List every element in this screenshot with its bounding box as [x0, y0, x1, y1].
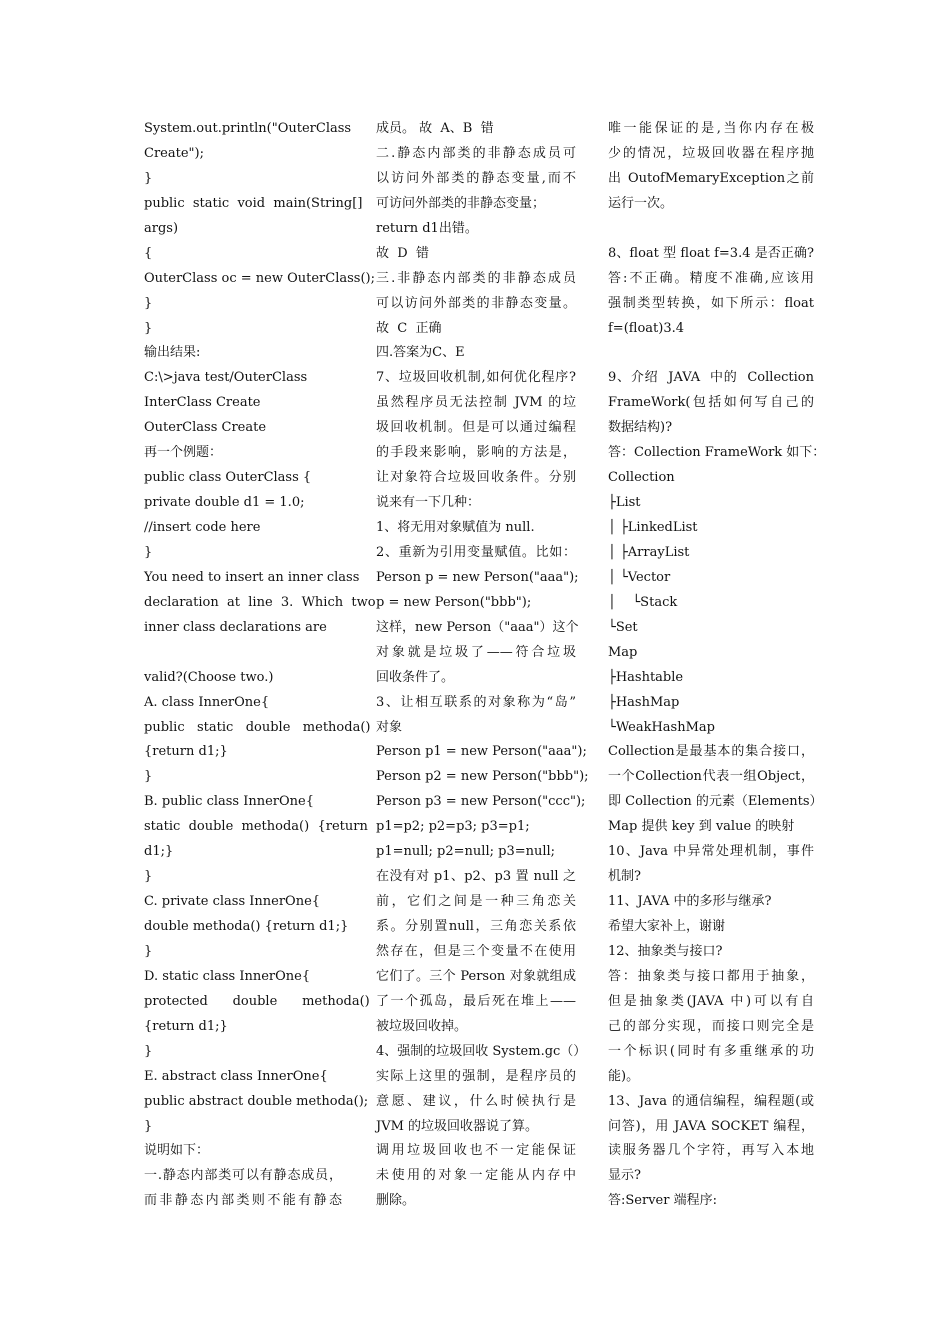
- text-line: B. public class InnerOne{: [144, 794, 315, 810]
- text-line: 三.非静态内部类的非静态成员: [376, 270, 576, 286]
- text-line: }: [144, 769, 153, 785]
- text-line: 意愿、建议，什么时候执行是: [376, 1093, 576, 1109]
- text-line: 答：抽象类与接口都用于抽象，: [608, 968, 814, 984]
- text-line: 12、抽象类与接口?: [608, 943, 723, 959]
- text-line: 唯一能保证的是,当你内存在极: [608, 121, 814, 136]
- text-line: 强制类型转换，如下所示：float: [608, 295, 814, 311]
- text-line: [144, 641, 342, 666]
- text-line: Map: [608, 644, 638, 660]
- text-line: 答:Server 端程序:: [608, 1193, 717, 1209]
- text-line: 希望大家补上，谢谢: [608, 919, 726, 934]
- text-line: JVM 的垃圾回收器说了算。: [376, 1118, 539, 1134]
- text-line: 让对象符合垃圾回收条件。分别: [376, 470, 576, 486]
- text-line: private double d1 = 1.0;: [144, 495, 305, 511]
- text-line: public class OuterClass {: [144, 470, 312, 486]
- text-line: 可访问外部类的非静态变量；: [376, 195, 546, 211]
- text-line: p1=p2; p2=p3; p3=p1;: [376, 819, 530, 835]
- text-line: 8、float 型 float f=3.4 是否正确?: [608, 245, 814, 261]
- text-line: 3、让相互联系的对象称为“岛”: [376, 694, 576, 710]
- text-line: 以访问外部类的静态变量,而不: [376, 170, 576, 186]
- text-line: f=(float)3.4: [608, 320, 684, 336]
- text-line: return d1出错。: [376, 220, 478, 236]
- text-line: public static double methoda(): [144, 719, 371, 735]
- text-line: 了一个孤岛，最后死在堆上——: [376, 993, 576, 1009]
- text-line: ├List: [608, 495, 641, 511]
- text-line: 9、介绍 JAVA 中的 Collection: [608, 370, 814, 386]
- text-line: 但是抽象类(JAVA 中)可以有自: [608, 993, 814, 1009]
- text-line: 数据结构)?: [608, 420, 673, 436]
- text-line: E. abstract class InnerOne{: [144, 1068, 328, 1084]
- text-line: 圾回收机制。但是可以通过编程: [376, 420, 576, 436]
- text-line: Create");: [144, 145, 204, 161]
- text-line: 少的情况，垃圾回收器在程序抛: [608, 145, 814, 161]
- text-line: 对象就是垃圾了——符合垃圾: [376, 644, 576, 660]
- text-line: ├HashMap: [608, 694, 680, 710]
- text-line: args): [144, 220, 179, 236]
- text-line: 可以访问外部类的非静态变量。: [376, 295, 576, 311]
- text-column-2: [376, 117, 589, 1214]
- text-line: │ ├ArrayList: [608, 544, 690, 560]
- text-line: [608, 217, 814, 242]
- text-line: │ ├LinkedList: [608, 520, 698, 535]
- text-line: 的手段来影响，影响的方法是，: [376, 445, 576, 461]
- text-line: C:\>java test/OuterClass: [144, 370, 308, 386]
- text-line: }: [144, 544, 153, 560]
- text-line: 一个标识(同时有多重继承的功: [608, 1043, 814, 1059]
- text-line: 对象: [376, 719, 403, 735]
- text-line: 这样，new Person（"aaa"）这个: [376, 619, 579, 635]
- text-line: You need to insert an inner class: [144, 569, 360, 585]
- text-line: 而非静态内部类则不能有静态: [144, 1193, 342, 1209]
- text-line: 己的部分实现，而接口则完全是: [608, 1018, 814, 1034]
- text-line: │ └Stack: [608, 594, 678, 610]
- text-column-1: [144, 117, 376, 1214]
- text-line: {: [144, 245, 153, 261]
- text-line: }: [144, 943, 153, 959]
- text-line: Person p2 = new Person("bbb");: [376, 769, 589, 785]
- text-line: 答：Collection FrameWork 如下：: [608, 445, 826, 461]
- text-line: 运行一次。: [608, 195, 674, 211]
- text-line: 输出结果:: [144, 345, 201, 361]
- text-line: protected double methoda(): [144, 993, 370, 1009]
- text-line: Map 提供 key 到 value 的映射: [608, 819, 795, 835]
- text-line: System.out.println("OuterClass: [144, 121, 352, 136]
- text-line: valid?(Choose two.): [144, 669, 274, 685]
- text-line: static double methoda() {return: [144, 819, 368, 835]
- text-line: 调用垃圾回收也不一定能保证: [376, 1143, 576, 1159]
- text-line: 它们了。三个 Person 对象就组成: [376, 968, 576, 984]
- text-line: Collection是最基本的集合接口，: [608, 744, 814, 760]
- text-line: 4、强制的垃圾回收 System.gc（）: [376, 1043, 587, 1059]
- text-line: Collection: [608, 470, 675, 486]
- text-line: Person p3 = new Person("ccc");: [376, 794, 586, 810]
- text-line: 问答)，用 JAVA SOCKET 编程，: [608, 1118, 814, 1134]
- text-line: 未使用的对象一定能从内存中: [376, 1168, 576, 1184]
- text-line: 13、Java 的通信编程，编程题(或: [608, 1093, 814, 1109]
- text-line: 机制?: [608, 869, 641, 885]
- text-line: 出 OutofMemaryException之前: [608, 170, 814, 186]
- text-line: inner class declarations are: [144, 619, 327, 635]
- text-line: 故 C 正确: [376, 320, 442, 336]
- text-line: A. class InnerOne{: [144, 694, 270, 710]
- text-line: double methoda() {return d1;}: [144, 919, 349, 934]
- text-line: 二.静态内部类的非静态成员可: [376, 145, 576, 161]
- text-line: public static void main(String[]: [144, 195, 363, 211]
- text-line: Person p1 = new Person("aaa");: [376, 744, 587, 760]
- text-column-3: [608, 117, 826, 1214]
- text-line: //insert code here: [144, 520, 261, 535]
- text-line: {return d1;}: [144, 1018, 228, 1034]
- text-line: 一个Collection代表一组Object，: [608, 769, 814, 785]
- text-line: OuterClass oc = new OuterClass();: [144, 270, 375, 286]
- text-line: 被垃圾回收掉。: [376, 1018, 468, 1034]
- text-line: 删除。: [376, 1193, 416, 1209]
- text-line: Person p = new Person("aaa");: [376, 569, 579, 585]
- text-line: 虽然程序员无法控制 JVM 的垃: [376, 395, 576, 411]
- text-line: {return d1;}: [144, 744, 228, 760]
- text-line: 10、Java 中异常处理机制，事件: [608, 844, 814, 860]
- text-line: 即 Collection 的元素（Elements）: [608, 794, 823, 810]
- text-line: └Set: [608, 619, 638, 635]
- text-line: 说来有一下几种：: [376, 495, 481, 511]
- text-line: 四.答案为C、E: [376, 345, 465, 361]
- text-line: └WeakHashMap: [608, 719, 715, 735]
- text-line: }: [144, 170, 153, 186]
- text-line: }: [144, 320, 153, 336]
- text-line: InterClass Create: [144, 395, 261, 411]
- text-line: }: [144, 1118, 153, 1134]
- text-line: }: [144, 869, 153, 885]
- text-line: 再一个例题：: [144, 445, 223, 461]
- text-line: p1=null; p2=null; p3=null;: [376, 844, 556, 860]
- text-line: OuterClass Create: [144, 420, 267, 436]
- text-line: FrameWork(包括如何写自己的: [608, 395, 814, 411]
- text-line: d1;}: [144, 844, 174, 860]
- text-line: p = new Person("bbb");: [376, 594, 532, 610]
- text-line: 2、重新为引用变量赋值。比如：: [376, 544, 576, 560]
- text-line: │ └Vector: [608, 569, 671, 585]
- text-line: 说明如下：: [144, 1143, 210, 1159]
- text-line: 7、垃圾回收机制,如何优化程序?: [376, 370, 576, 386]
- text-line: 故 D 错: [376, 245, 429, 261]
- text-line: }: [144, 1043, 153, 1059]
- text-line: declaration at line 3. Which two: [144, 594, 376, 610]
- text-line: 读服务器几个字符，再写入本地: [608, 1143, 814, 1159]
- text-line: [608, 341, 814, 366]
- text-line: 一.静态内部类可以有静态成员，: [144, 1168, 342, 1184]
- text-line: 回收条件了。: [376, 669, 455, 685]
- text-line: 前，它们之间是一种三角恋关: [376, 894, 576, 910]
- text-line: 然存在，但是三个变量不在使用: [376, 943, 576, 959]
- text-line: C. private class InnerOne{: [144, 894, 321, 910]
- text-line: public abstract double methoda();: [144, 1093, 369, 1109]
- text-line: 答:不正确。精度不准确,应该用: [608, 270, 814, 286]
- text-line: ├Hashtable: [608, 669, 684, 685]
- text-line: 能)。: [608, 1068, 640, 1084]
- text-line: 1、将无用对象赋值为 null.: [376, 520, 535, 535]
- text-line: 在没有对 p1、p2、p3 置 null 之: [376, 869, 576, 885]
- text-line: 显示?: [608, 1168, 641, 1184]
- text-line: 成员。 故 A、B 错: [376, 121, 494, 136]
- text-line: }: [144, 295, 153, 311]
- text-line: 系。分别置null，三角恋关系依: [376, 919, 576, 934]
- text-line: D. static class InnerOne{: [144, 968, 311, 984]
- text-line: 实际上这里的强制，是程序员的: [376, 1068, 576, 1084]
- text-line: 11、JAVA 中的多形与继承?: [608, 894, 772, 910]
